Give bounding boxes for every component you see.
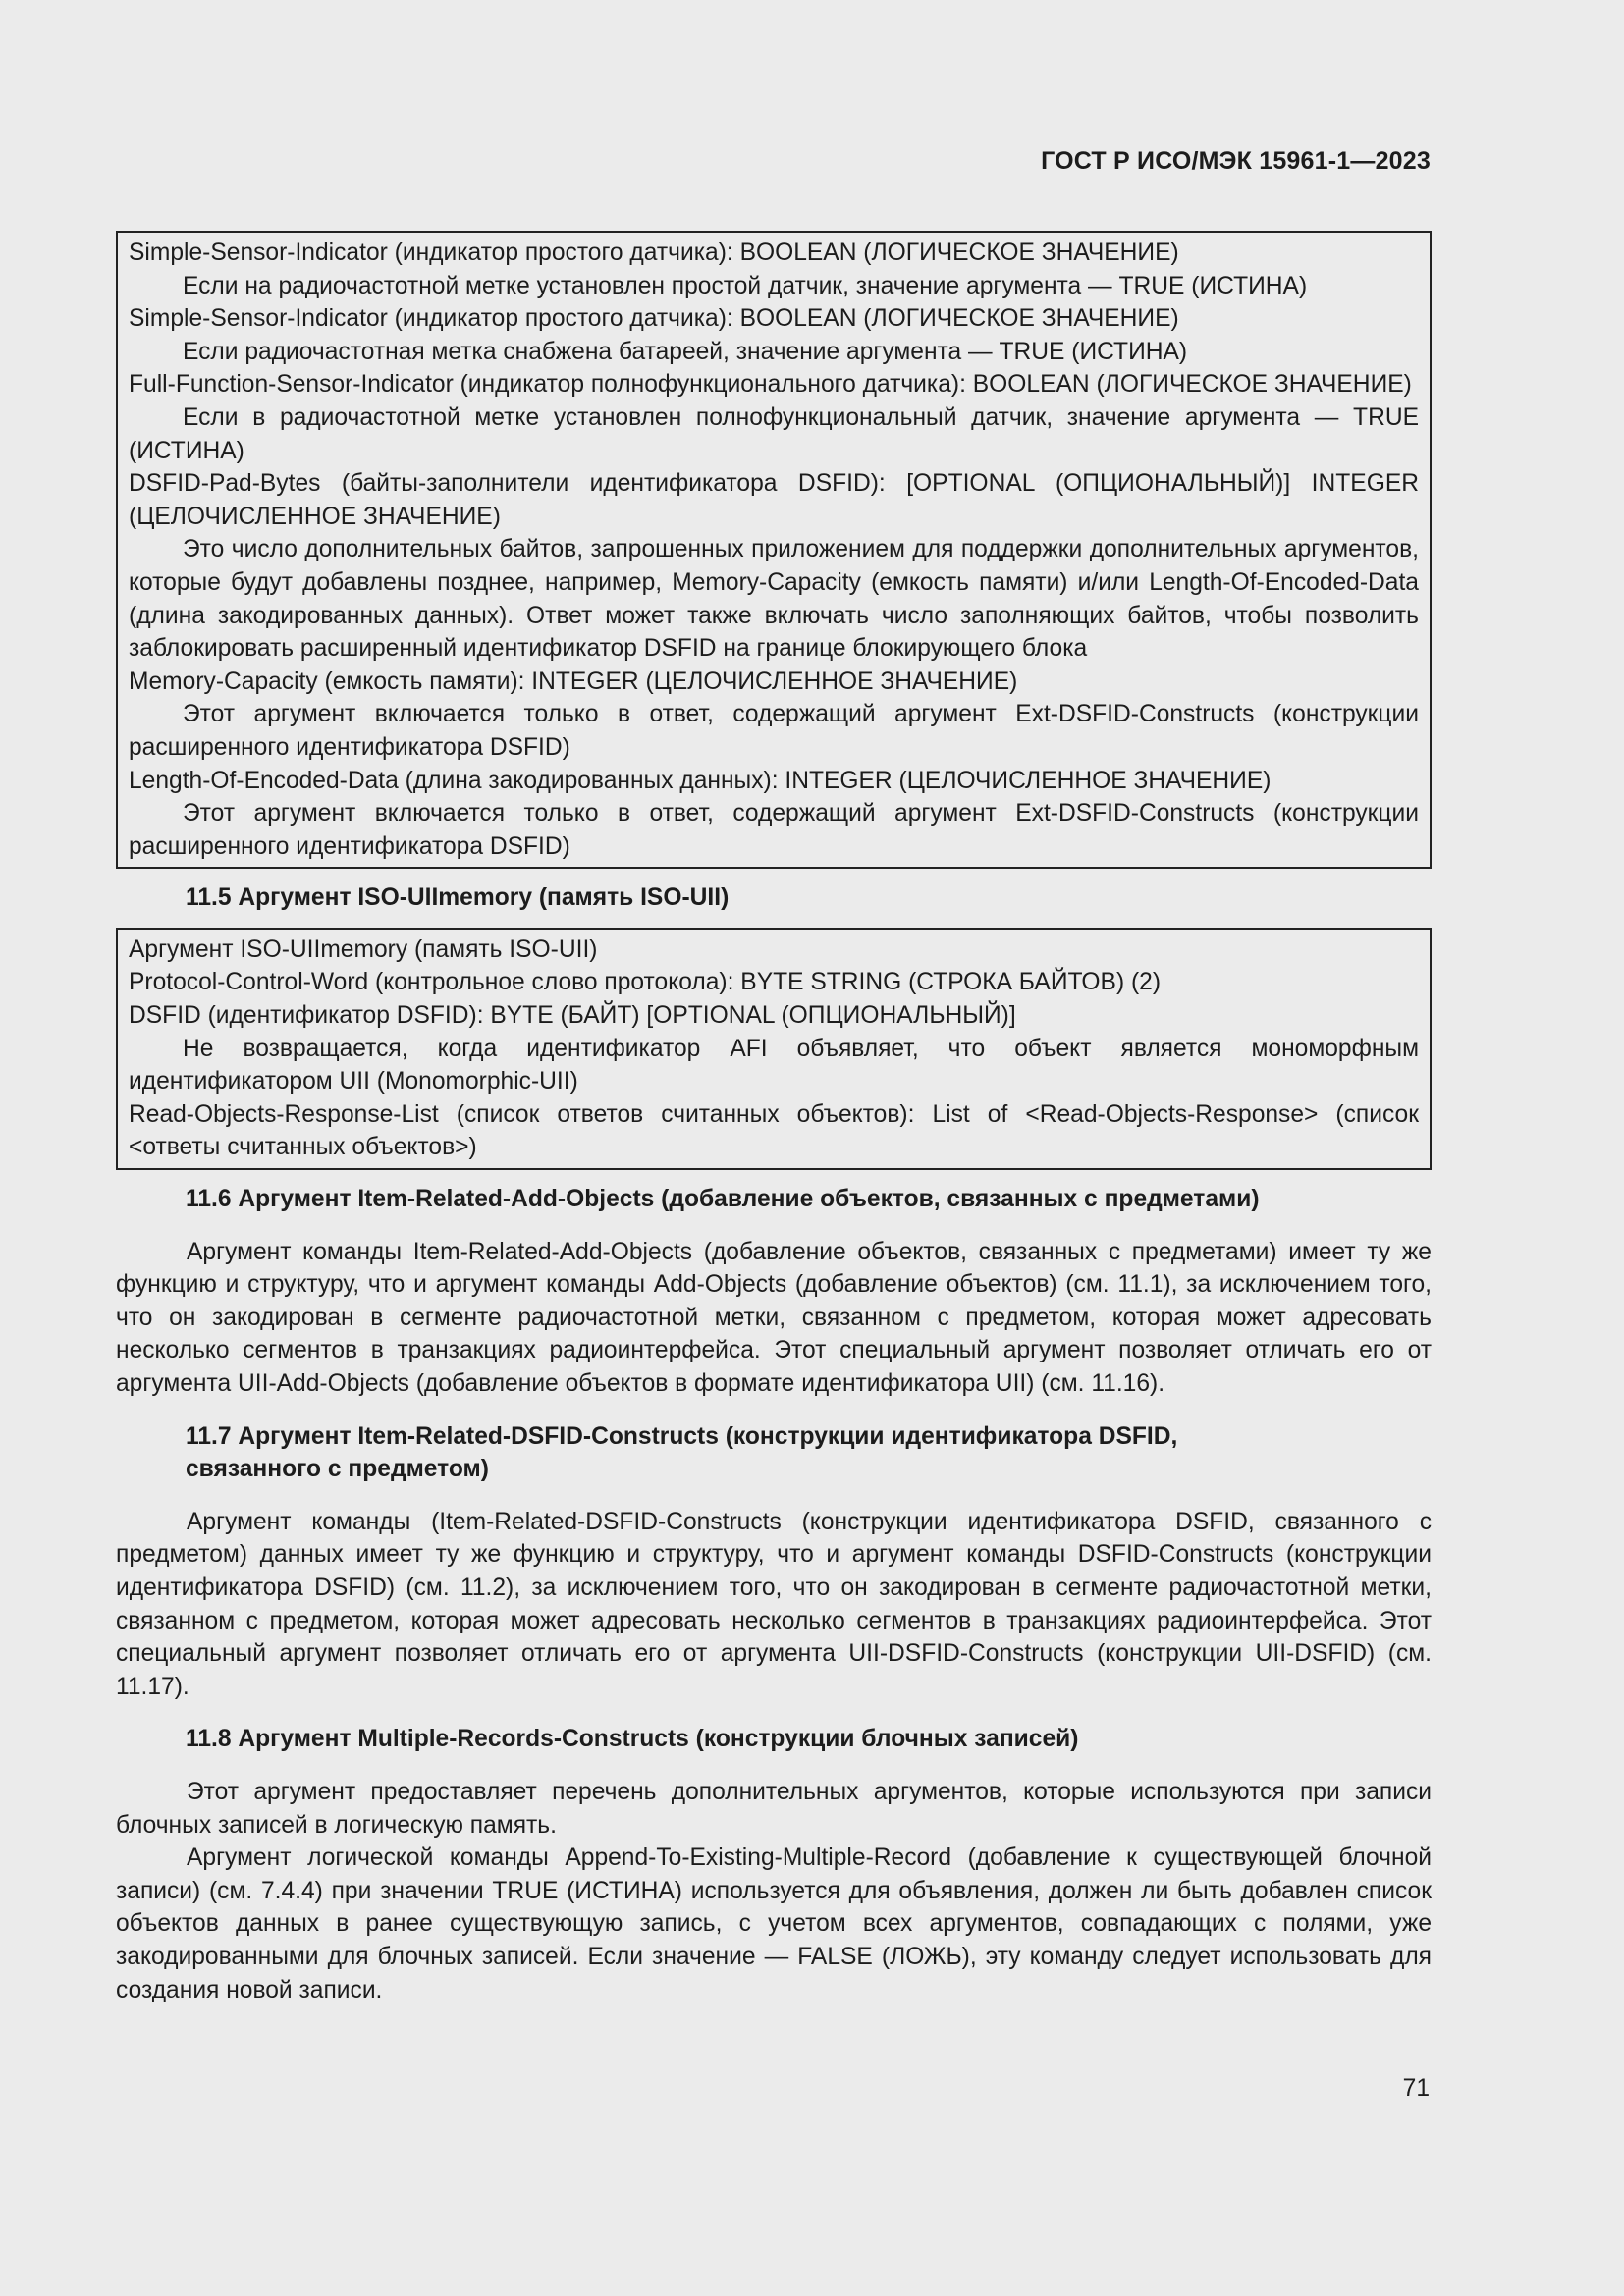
box1-line: DSFID-Pad-Bytes (байты-заполнители идентификатора DSFID): [OPTIONAL (ОПЦИОНАЛЬНЫЙ)] INTEGER (ЦЕЛОЧИСЛЕННОЕ ЗНАЧЕНИЕ) — [129, 470, 1419, 530]
argument-definition-box-1 — [116, 231, 1432, 869]
section-11-7-heading — [116, 1420, 1432, 1486]
box2-line: Не возвращается, когда идентификатор AFI объявляет, что объект является мономорфным идентификатором UII (Monomorphic-UII) — [129, 1035, 1419, 1095]
box2-line: DSFID (идентификатор DSFID): BYTE (БАЙТ) [OPTIONAL (ОПЦИОНАЛЬНЫЙ)] — [129, 1002, 1016, 1030]
box1-line: Если радиочастотная метка снабжена батареей, значение аргумента — TRUE (ИСТИНА) — [183, 338, 1188, 365]
section-11-8-paragraph-2: Аргумент логической команды Append-To-Existing-Multiple-Record (добавление к существующей блочной записи) (см. 7.4.4) при значении TRUE (ИСТИНА) используется для объявления, должен ли быть добавлен список объектов данных в ранее существующую запись, с учетом всех аргументов, совпадающих с полями, уже закодированными для блочных записей. Если значение — FALSE (ЛОЖЬ), эту команду следует использовать для создания новой записи. — [116, 1844, 1432, 2003]
section-11-8-heading: 11.8 Аргумент Multiple-Records-Constructs (конструкции блочных записей) — [186, 1726, 1079, 1753]
box1-line: Это число дополнительных байтов, запрошенных приложением для поддержки дополнительных аргументов, которые будут добавлены позднее, например, Memory-Capacity (емкость памяти) и/или Length-Of-Encoded-Data (длина закодированных данных). Ответ может также включать число заполняющих байтов, чтобы позволить заблокировать расширенный идентификатор DSFID на границе блокирующего блока — [129, 536, 1420, 663]
document-header: ГОСТ Р ИСО/МЭК 15961-1—2023 — [1041, 147, 1431, 175]
box2-line: Аргумент ISO-UIImemory (память ISO-UII) — [129, 935, 598, 963]
section-11-8-paragraph-1: Этот аргумент предоставляет перечень дополнительных аргументов, которые используются при записи блочных записей в логическую память. — [116, 1778, 1432, 1839]
box1-line: Этот аргумент включается только в ответ, содержащий аргумент Ext-DSFID-Constructs (конструкции расширенного идентификатора DSFID) — [129, 800, 1419, 860]
box1-line: Если в радиочастотной метке установлен полнофункциональный датчик, значение аргумента — TRUE (ИСТИНА) — [129, 403, 1419, 464]
box2-line: Protocol-Control-Word (контрольное слово протокола): BYTE STRING (СТРОКА БАЙТОВ) (2) — [129, 969, 1162, 996]
page-content — [116, 231, 1432, 2006]
box2-line: Read-Objects-Response-List (список ответов считанных объектов): List of <Read-Objects-Response> (список <ответы считанных объектов>) — [129, 1100, 1419, 1161]
page-number: 71 — [1402, 2075, 1430, 2102]
box1-line: Simple-Sensor-Indicator (индикатор простого датчика): BOOLEAN (ЛОГИЧЕСКОЕ ЗНАЧЕНИЕ) — [129, 240, 1179, 266]
box1-line: Memory-Capacity (емкость памяти): INTEGER (ЦЕЛОЧИСЛЕННОЕ ЗНАЧЕНИЕ) — [129, 667, 1018, 695]
section-11-7-heading-line2: связанного с предметом) — [186, 1456, 489, 1483]
box1-line: Этот аргумент включается только в ответ, содержащий аргумент Ext-DSFID-Constructs (конструкции расширенного идентификатора DSFID) — [129, 701, 1419, 761]
argument-definition-box-2 — [116, 928, 1432, 1170]
section-11-7-paragraph: Аргумент команды (Item-Related-DSFID-Constructs (конструкции идентификатора DSFID, связанного с предметом) данных имеет ту же функцию и структуру, что и аргумент команды DSFID-Constructs (конструкции идентификатора DSFID) (см. 11.2), за исключением того, что он закодирован в сегменте радиочастотной метки, связанном с предметом, которая может адресовать несколько сегментов в транзакциях радиоинтерфейса. Этот специальный аргумент позволяет отличать его от аргумента UII-DSFID-Constructs (конструкции UII-DSFID) (см. 11.17). — [116, 1508, 1432, 1700]
box1-line: Если на радиочастотной метке установлен простой датчик, значение аргумента — TRUE (ИСТИНА) — [183, 272, 1308, 299]
section-11-6-heading: 11.6 Аргумент Item-Related-Add-Objects (добавление объектов, связанных с предметами) — [186, 1186, 1260, 1213]
section-11-7-heading-line1: 11.7 Аргумент Item-Related-DSFID-Constructs (конструкции идентификатора DSFID, — [186, 1422, 1178, 1450]
box1-line: Full-Function-Sensor-Indicator (индикатор полнофункционального датчика): BOOLEAN (ЛОГИЧЕСКОЕ ЗНАЧЕНИЕ) — [129, 371, 1412, 399]
box1-line: Simple-Sensor-Indicator (индикатор простого датчика): BOOLEAN (ЛОГИЧЕСКОЕ ЗНАЧЕНИЕ) — [129, 305, 1179, 333]
box1-line: Length-Of-Encoded-Data (длина закодированных данных): INTEGER (ЦЕЛОЧИСЛЕННОЕ ЗНАЧЕНИЕ) — [129, 767, 1272, 794]
section-11-5-heading: 11.5 Аргумент ISO-UIImemory (память ISO-UII) — [186, 884, 730, 912]
section-11-6-paragraph: Аргумент команды Item-Related-Add-Objects (добавление объектов, связанных с предметами) имеет ту же функцию и структуру, что и аргумент команды Add-Objects (добавление объектов) (см. 11.1), за исключением того, что он закодирован в сегменте радиочастотной метки, связанном с предметом, которая может адресовать несколько сегментов в транзакциях радиоинтерфейса. Этот специальный аргумент позволяет отличать его от аргумента UII-Add-Objects (добавление объектов в формате идентификатора UII) (см. 11.16). — [116, 1238, 1432, 1397]
